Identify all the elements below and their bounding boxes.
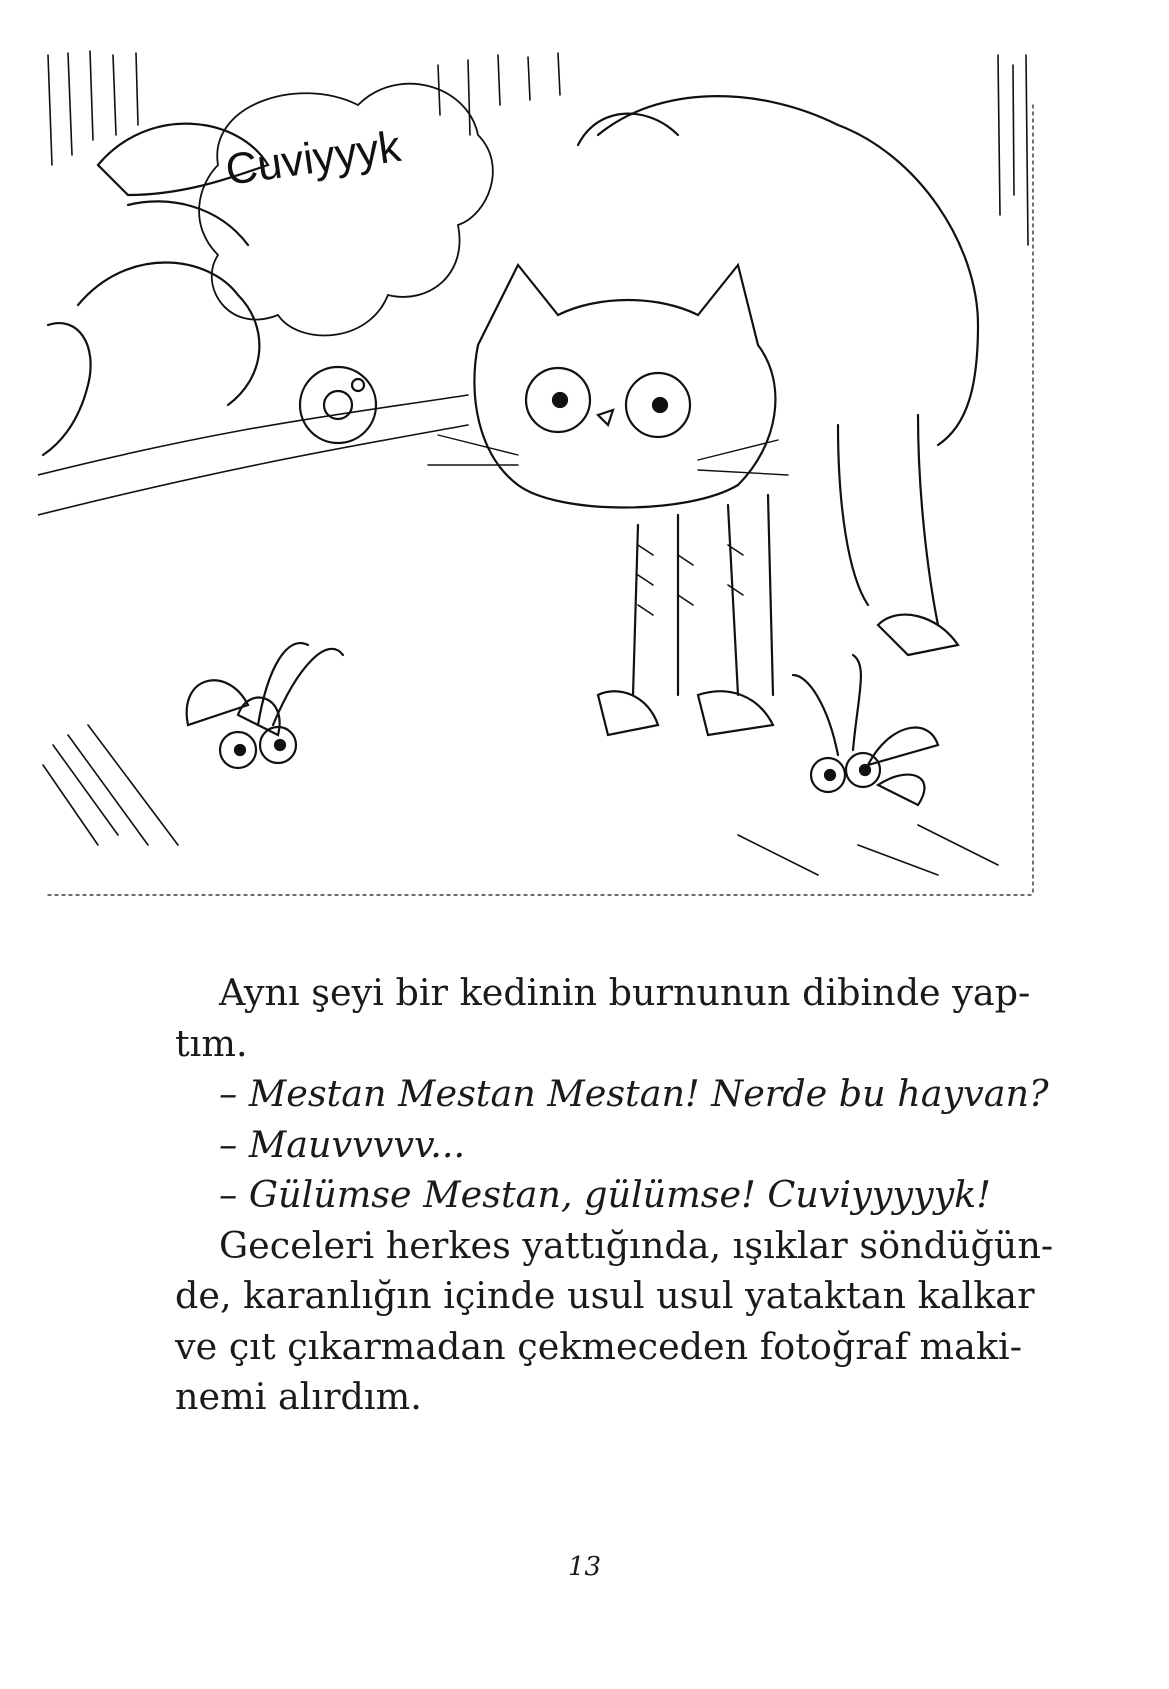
background-hatching — [38, 51, 1028, 875]
fly-left-drawing — [187, 643, 343, 768]
speech-bubble-text: Cuviyyyk — [222, 121, 404, 195]
fly-right-drawing — [793, 655, 938, 805]
dialogue-line: – Mestan Mestan Mestan! Nerde bu hayvan? — [219, 1072, 1049, 1115]
paragraph-line: tım. — [175, 1021, 248, 1065]
paragraph-line: nemi alırdım. — [175, 1375, 422, 1418]
dialogue-line: – Mauvvvvv... — [219, 1122, 466, 1166]
body-text — [175, 968, 1054, 1423]
page-number: 13 — [567, 1552, 602, 1582]
paragraph-line: de, karanlığın içinde usul usul yataktan kalkar — [175, 1274, 1035, 1317]
dialogue-line: – Gülümse Mestan, gülümse! Cuviyyyyyk! — [219, 1173, 991, 1216]
cat-drawing — [428, 96, 978, 735]
paragraph-line: Aynı şeyi bir kedinin burnunun dibinde yap- — [219, 971, 1031, 1014]
paragraph-line: ve çıt çıkarmadan çekmeceden fotoğraf maki- — [175, 1324, 1023, 1368]
paragraph-line: Geceleri herkes yattığında, ışıklar söndüğün- — [219, 1223, 1054, 1267]
cat-and-flies-illustration — [38, 45, 1038, 905]
